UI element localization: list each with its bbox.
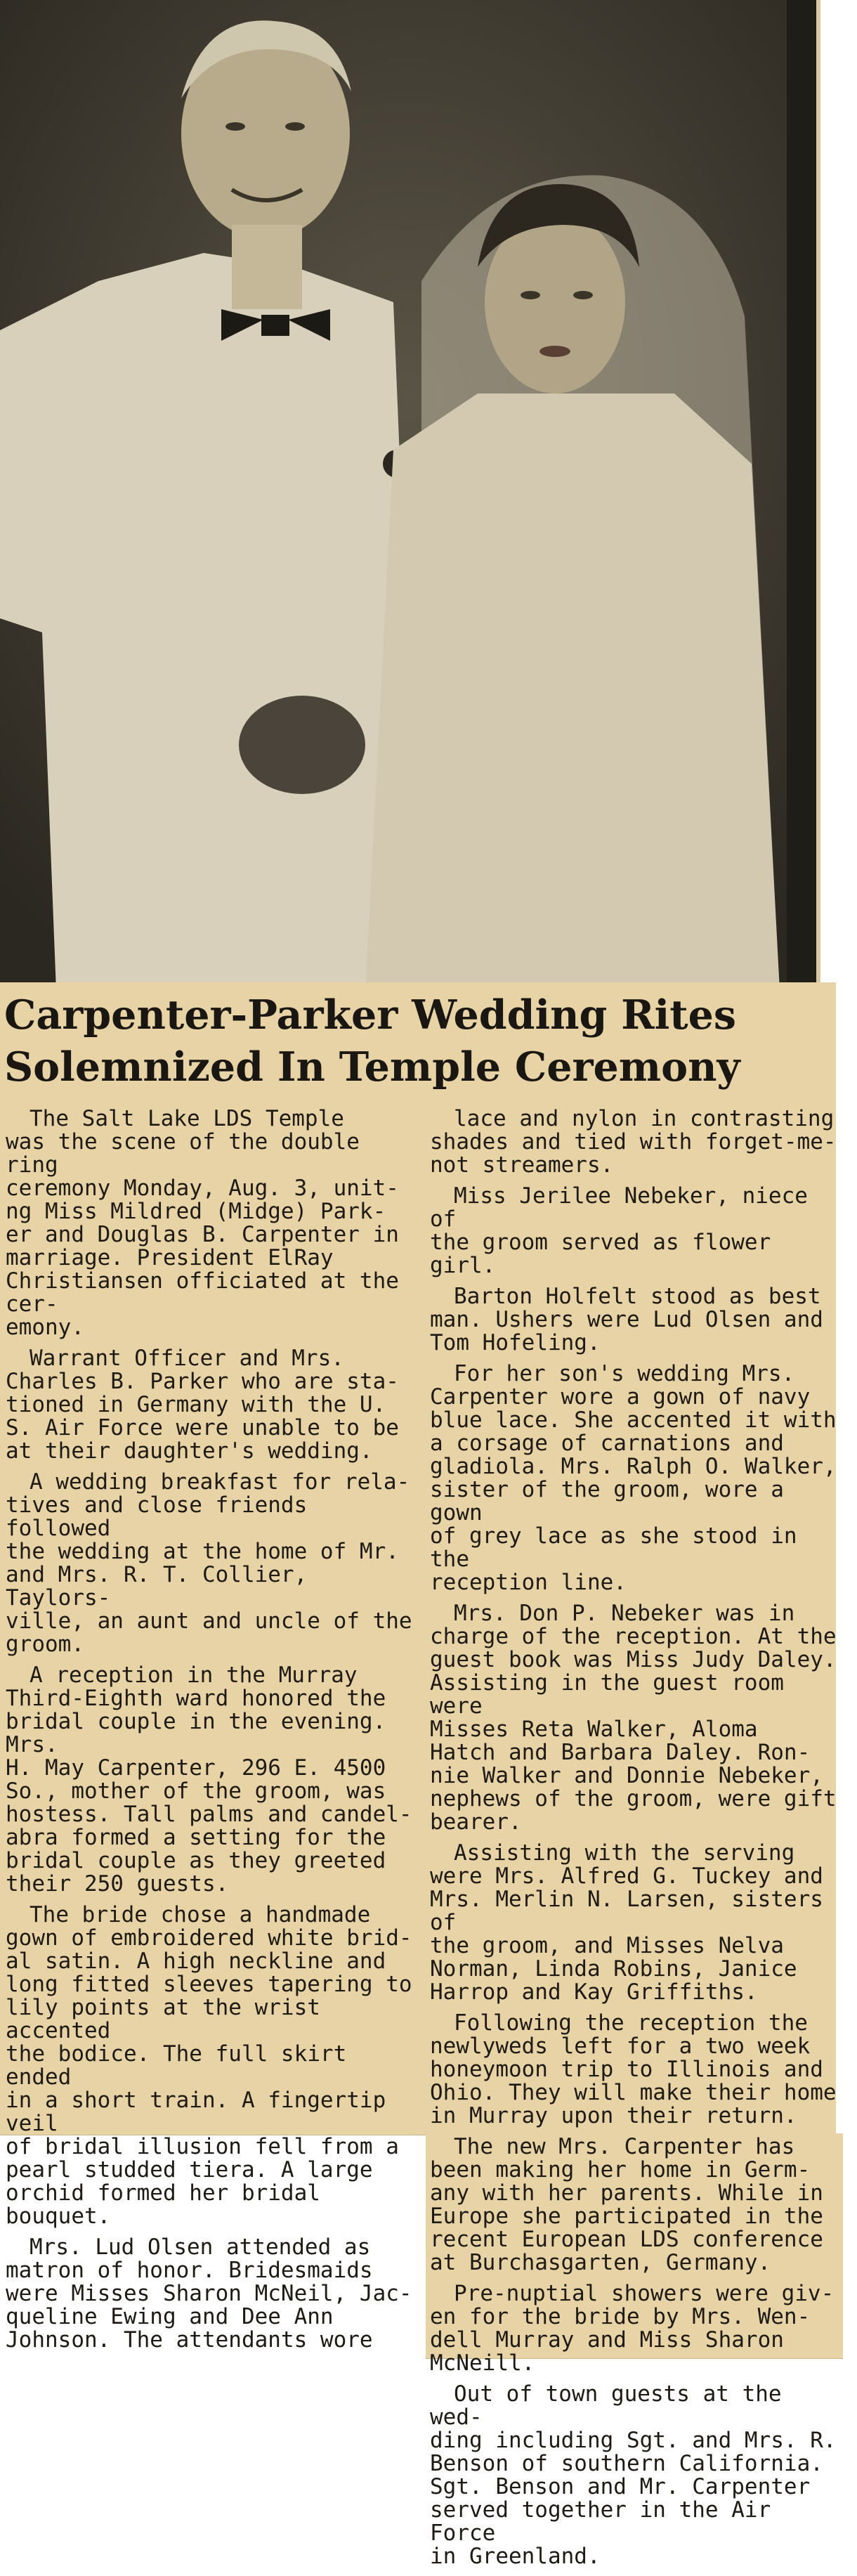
article-column-right <box>430 1107 837 2576</box>
paragraph: Miss Jerilee Nebeker, niece of the groom served as flower girl. <box>430 1183 808 1278</box>
paragraph: Mrs. Lud Olsen attended as matron of honor. Bridesmaids were Misses Sharon McNeil, Jac- queline Ewing and Dee Ann Johnson. The attendants wore <box>6 2235 412 2353</box>
paragraph: Warrant Officer and Mrs. Charles B. Parker who are sta- tioned in Germany with the U. S. Air Force were unable to be at their daughter's wedding. <box>6 1346 399 1464</box>
paragraph: Mrs. Don P. Nebeker was in charge of the reception. At the guest book was Miss Judy Daley. Assisting in the guest room were Misses Reta Walker, Aloma Hatch and Barbara Daley. Ron- nie Walker and Donnie Nebeker, nephews of the groom, were gift bearer. <box>430 1601 837 1835</box>
paragraph: Pre-nuptial showers were giv- en for the bride by Mrs. Wen- dell Murray and Miss Sharon McNeill. <box>430 2281 835 2376</box>
paragraph: lace and nylon in contrasting shades and tied with forget-me- not streamers. <box>430 1106 837 1178</box>
headline-line-1: Carpenter-Parker Wedding Rites <box>4 991 736 1039</box>
paragraph: A reception in the Murray Third-Eighth ward honored the bridal couple in the evening. Mrs. H. May Carpenter, 296 E. 4500 So., mother of the groom, was hostess. Tall palms and candel- abra formed a setting for the bridal couple as they greeted their 250 guests. <box>6 1663 412 1897</box>
paragraph: Out of town guests at the wed- ding including Sgt. and Mrs. R. Benson of southern California. Sgt. Benson and Mr. Carpenter served together in the Air Force in Greenland. <box>430 2381 837 2569</box>
paragraph: For her son's wedding Mrs. Carpenter wore a gown of navy blue lace. She accented it with a corsage of carnations and gladiola. Mrs. Ralph O. Walker, sister of the groom, wore a gown of grey lace as she stood in the reception line. <box>430 1361 837 1595</box>
paragraph: A wedding breakfast for rela- tives and close friends followed the wedding at the home of Mr. and Mrs. R. T. Collier, Taylors- ville, an aunt and uncle of the groom. <box>6 1469 412 1657</box>
paragraph: Assisting with the serving were Mrs. Alfred G. Tuckey and Mrs. Merlin N. Larsen, sisters of the groom, and Misses Nelva Norman, Linda Robins, Janice Harrop and Kay Griffiths. <box>430 1840 823 2005</box>
paragraph: The Salt Lake LDS Temple was the scene of the double ring ceremony Monday, Aug. 3, unit- ng Miss Mildred (Midge) Park- er and Douglas B. Carpenter in marriage. President ElRay Christiansen officiated at the cer- emony. <box>6 1106 399 1340</box>
paragraph: Following the reception the newlyweds left for a two week honeymoon trip to Illinois and Ohio. They will make their home in Murray upon their return. <box>430 2010 837 2128</box>
wedding-photo-icon <box>0 0 816 991</box>
paragraph: The bride chose a handmade gown of embroidered white brid- al satin. A high neckline and long fitted sleeves tapering to lily points at the wrist accented the bodice. The full skirt ended in a short train. A fingertip veil of bridal illusion fell from a pearl studded tiera. A large orchid formed her bridal bouquet. <box>6 1902 412 2229</box>
headline-line-2: Solemnized In Temple Ceremony <box>4 1043 740 1091</box>
wedding-photo <box>0 0 820 991</box>
paragraph: The new Mrs. Carpenter has been making her home in Germ- any with her parents. While in Europe she participated in the recent European LDS conference at Burchasgarten, Germany. <box>430 2134 823 2275</box>
paragraph: Barton Holfelt stood as best man. Ushers were Lud Olsen and Tom Hofeling. <box>430 1284 823 1355</box>
article-headline <box>4 989 826 1093</box>
article-column-left <box>6 1107 413 2360</box>
